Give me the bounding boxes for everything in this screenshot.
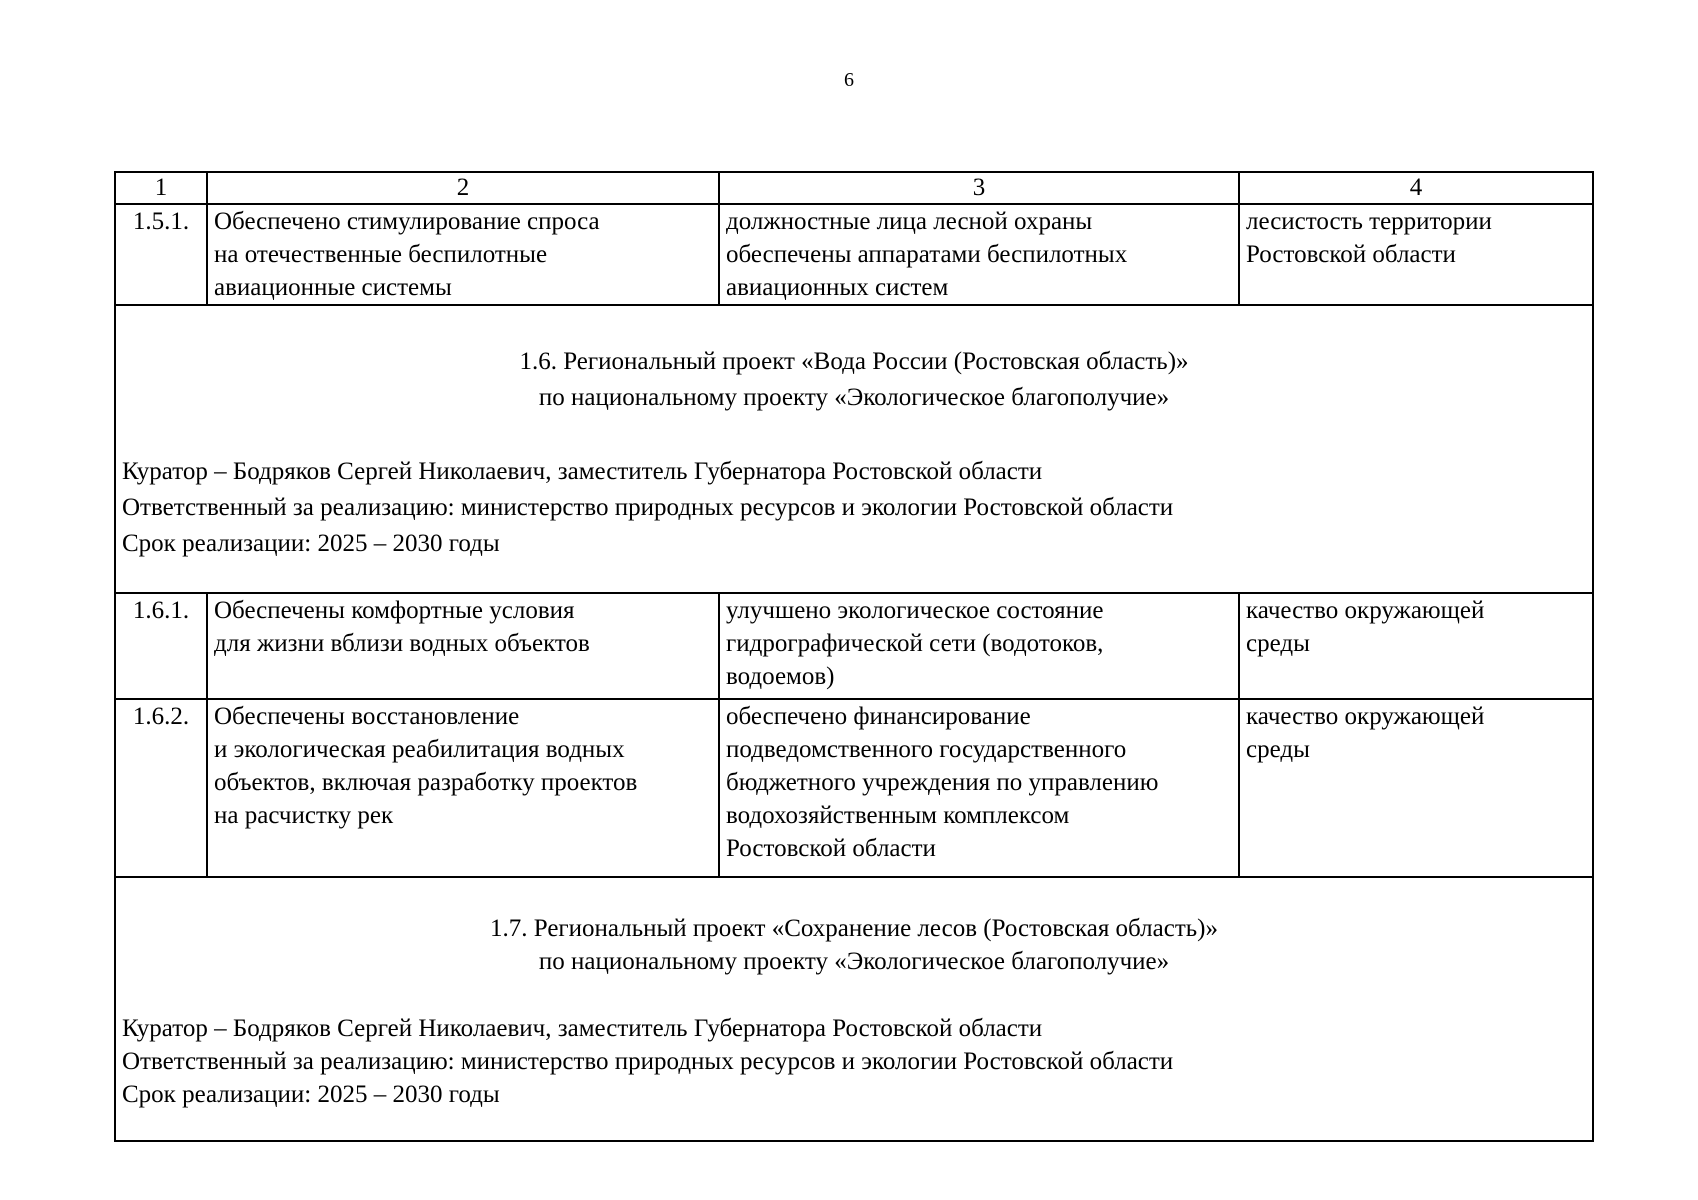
- term-text: Срок реализации: 2025 – 2030 годы: [122, 1081, 500, 1108]
- projects-table: [114, 171, 1594, 1142]
- row-number: 1.6.2.: [115, 699, 207, 877]
- text-line: подведомственного государственного: [726, 736, 1127, 763]
- result-cell: [207, 204, 719, 305]
- description-cell: [719, 699, 1239, 877]
- text-line: Ростовской области: [1246, 241, 1456, 268]
- description-cell: [719, 204, 1239, 305]
- header-col-2: 2: [207, 172, 719, 204]
- row-number: 1.5.1.: [115, 204, 207, 305]
- section-row-1-7: [115, 877, 1593, 1141]
- header-col-4: 4: [1239, 172, 1593, 204]
- curator-text: Куратор – Бодряков Сергей Николаевич, заместитель Губернатора Ростовской области: [122, 1015, 1043, 1042]
- section-title-line: 1.7. Региональный проект «Сохранение лесов (Ростовская область)»: [490, 915, 1218, 942]
- header-col-3: 3: [719, 172, 1239, 204]
- text-line: объектов, включая разработку проектов: [214, 769, 638, 796]
- text-line: среды: [1246, 736, 1310, 763]
- text-line: водохозяйственным комплексом: [726, 802, 1070, 829]
- text-line: Ростовской области: [726, 835, 936, 862]
- header-col-1: 1: [115, 172, 207, 204]
- text-line: на отечественные беспилотные: [214, 241, 548, 268]
- indicator-cell: [1239, 204, 1593, 305]
- section-cell: [115, 305, 1593, 593]
- text-line: на расчистку рек: [214, 802, 394, 829]
- section-title: [122, 912, 1586, 978]
- row-number: 1.6.1.: [115, 593, 207, 699]
- section-title-line: по национальному проекту «Экологическое благополучие»: [538, 384, 1170, 411]
- indicator-cell: [1239, 699, 1593, 877]
- table-row: [115, 204, 1593, 305]
- text-line: гидрографической сети (водотоков,: [726, 630, 1104, 657]
- text-line: авиационные системы: [214, 274, 452, 301]
- responsible-text: Ответственный за реализацию: министерство природных ресурсов и экологии Ростовской области: [122, 1048, 1174, 1075]
- text-line: обеспечены аппаратами беспилотных: [726, 241, 1128, 268]
- section-title-line: по национальному проекту «Экологическое благополучие»: [538, 948, 1170, 975]
- term-text: Срок реализации: 2025 – 2030 годы: [122, 530, 500, 557]
- page-number: 6: [844, 69, 854, 91]
- text-line: обеспечено финансирование: [726, 703, 1031, 730]
- section-title-line: 1.6. Региональный проект «Вода России (Ростовская область)»: [519, 348, 1189, 375]
- section-row-1-6: [115, 305, 1593, 593]
- text-line: качество окружающей: [1246, 597, 1485, 624]
- text-line: бюджетного учреждения по управлению: [726, 769, 1159, 796]
- table-header-row: [115, 172, 1593, 204]
- text-line: Обеспечены комфортные условия: [214, 597, 575, 624]
- curator-text: Куратор – Бодряков Сергей Николаевич, заместитель Губернатора Ростовской области: [122, 458, 1043, 485]
- text-line: Обеспечено стимулирование спроса: [214, 208, 600, 235]
- text-line: среды: [1246, 630, 1310, 657]
- text-line: Обеспечены восстановление: [214, 703, 520, 730]
- result-cell: [207, 593, 719, 699]
- responsible-text: Ответственный за реализацию: министерство природных ресурсов и экологии Ростовской области: [122, 494, 1174, 521]
- indicator-cell: [1239, 593, 1593, 699]
- text-line: лесистость территории: [1246, 208, 1492, 235]
- text-line: должностные лица лесной охраны: [726, 208, 1093, 235]
- section-info: [122, 1012, 1586, 1111]
- text-line: авиационных систем: [726, 274, 949, 301]
- table-row: [115, 593, 1593, 699]
- text-line: водоемов): [726, 663, 835, 690]
- section-title: [122, 344, 1586, 416]
- section-cell: [115, 877, 1593, 1141]
- section-info: [122, 454, 1586, 562]
- result-cell: [207, 699, 719, 877]
- text-line: качество окружающей: [1246, 703, 1485, 730]
- table-row: [115, 699, 1593, 877]
- text-line: и экологическая реабилитация водных: [214, 736, 625, 763]
- text-line: для жизни вблизи водных объектов: [214, 630, 590, 657]
- description-cell: [719, 593, 1239, 699]
- text-line: улучшено экологическое состояние: [726, 597, 1104, 624]
